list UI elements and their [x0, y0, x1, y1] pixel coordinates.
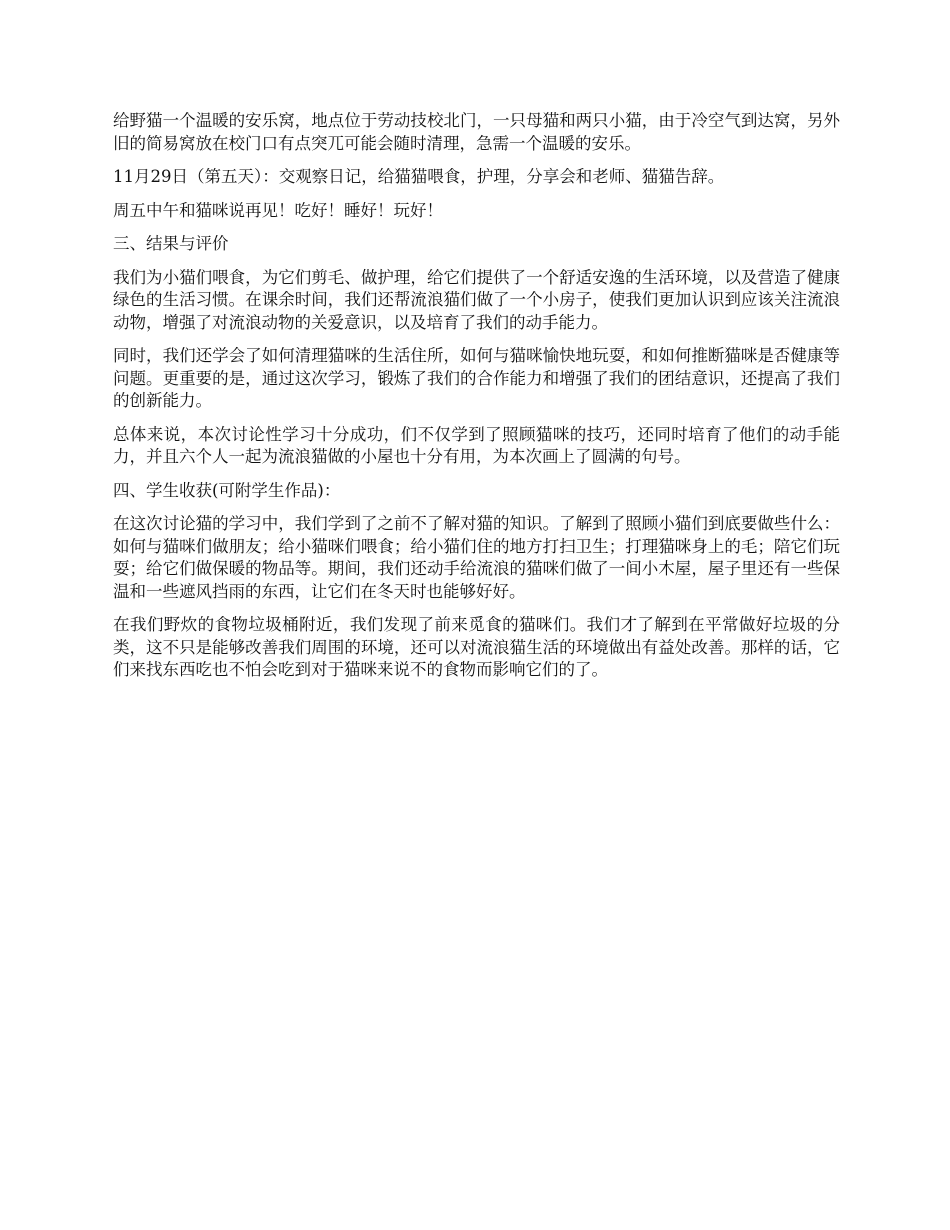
paragraph-shelter-intro: 给野猫一个温暖的安乐窝，地点位于劳动技校北门，一只母猫和两只小猫，由于冷空气到达窝，另外旧的简易窝放在校门口有点突兀可能会随时清理，急需一个温暖的安乐。 [113, 111, 840, 153]
paragraph-day-five: 11月29日（第五天）：交观察日记，给猫猫喂食，护理，分享会和老师、猫猫告辞。 [113, 167, 725, 186]
paragraph-results-care: 我们为小猫们喂食，为它们剪毛、做护理，给它们提供了一个舒适安逸的生活环境，以及营造了健康绿色的生活习惯。在课余时间，我们还帮流浪猫们做了一个小房子，使我们更加认识到应该关注流浪动物，增强了对流浪动物的关爱意识，以及培育了我们的动手能力。 [113, 267, 840, 332]
paragraph-gains-environment: 在我们野炊的食物垃圾桶附近，我们发现了前来觅食的猫咪们。我们才了解到在平常做好垃圾的分类，这不只是能够改善我们周围的环境，还可以对流浪猫生活的环境做出有益处改善。那样的话，它们来找东西吃也不怕会吃到对于猫咪来说不的食物而影响它们的了。 [113, 615, 840, 679]
document-body [113, 110, 840, 693]
section-heading-gains: 四、学生收获(可附学生作品)： [113, 480, 341, 500]
section-heading-results: 三、结果与评价 [113, 234, 229, 253]
paragraph-results-summary: 总体来说，本次讨论性学习十分成功，们不仅学到了照顾猫咪的技巧，还同时培育了他们的动手能力，并且六个人一起为流浪猫做的小屋也十分有用，为本次画上了圆满的句号。 [113, 424, 840, 466]
paragraph-farewell: 周五中午和猫咪说再见！吃好！睡好！玩好！ [113, 200, 443, 220]
paragraph-results-skills: 同时，我们还学会了如何清理猫咪的生活住所，如何与猫咪愉快地玩耍，和如何推断猫咪是否健康等问题。更重要的是，通过这次学习，锻炼了我们的合作能力和增强了我们的团结意识，还提高了我们的创新能力。 [113, 346, 840, 410]
paragraph-gains-knowledge: 在这次讨论猫的学习中，我们学到了之前不了解对猫的知识。了解到了照顾小猫们到底要做些什么：如何与猫咪们做朋友；给小猫咪们喂食；给小猫们住的地方打扫卫生；打理猫咪身上的毛；陪它们玩耍；给它们做保暖的物品等。期间，我们还动手给流浪的猫咪们做了一间小木屋，屋子里还有一些保温和一些遮风挡雨的东西，让它们在冬天时也能够好好。 [113, 514, 840, 601]
